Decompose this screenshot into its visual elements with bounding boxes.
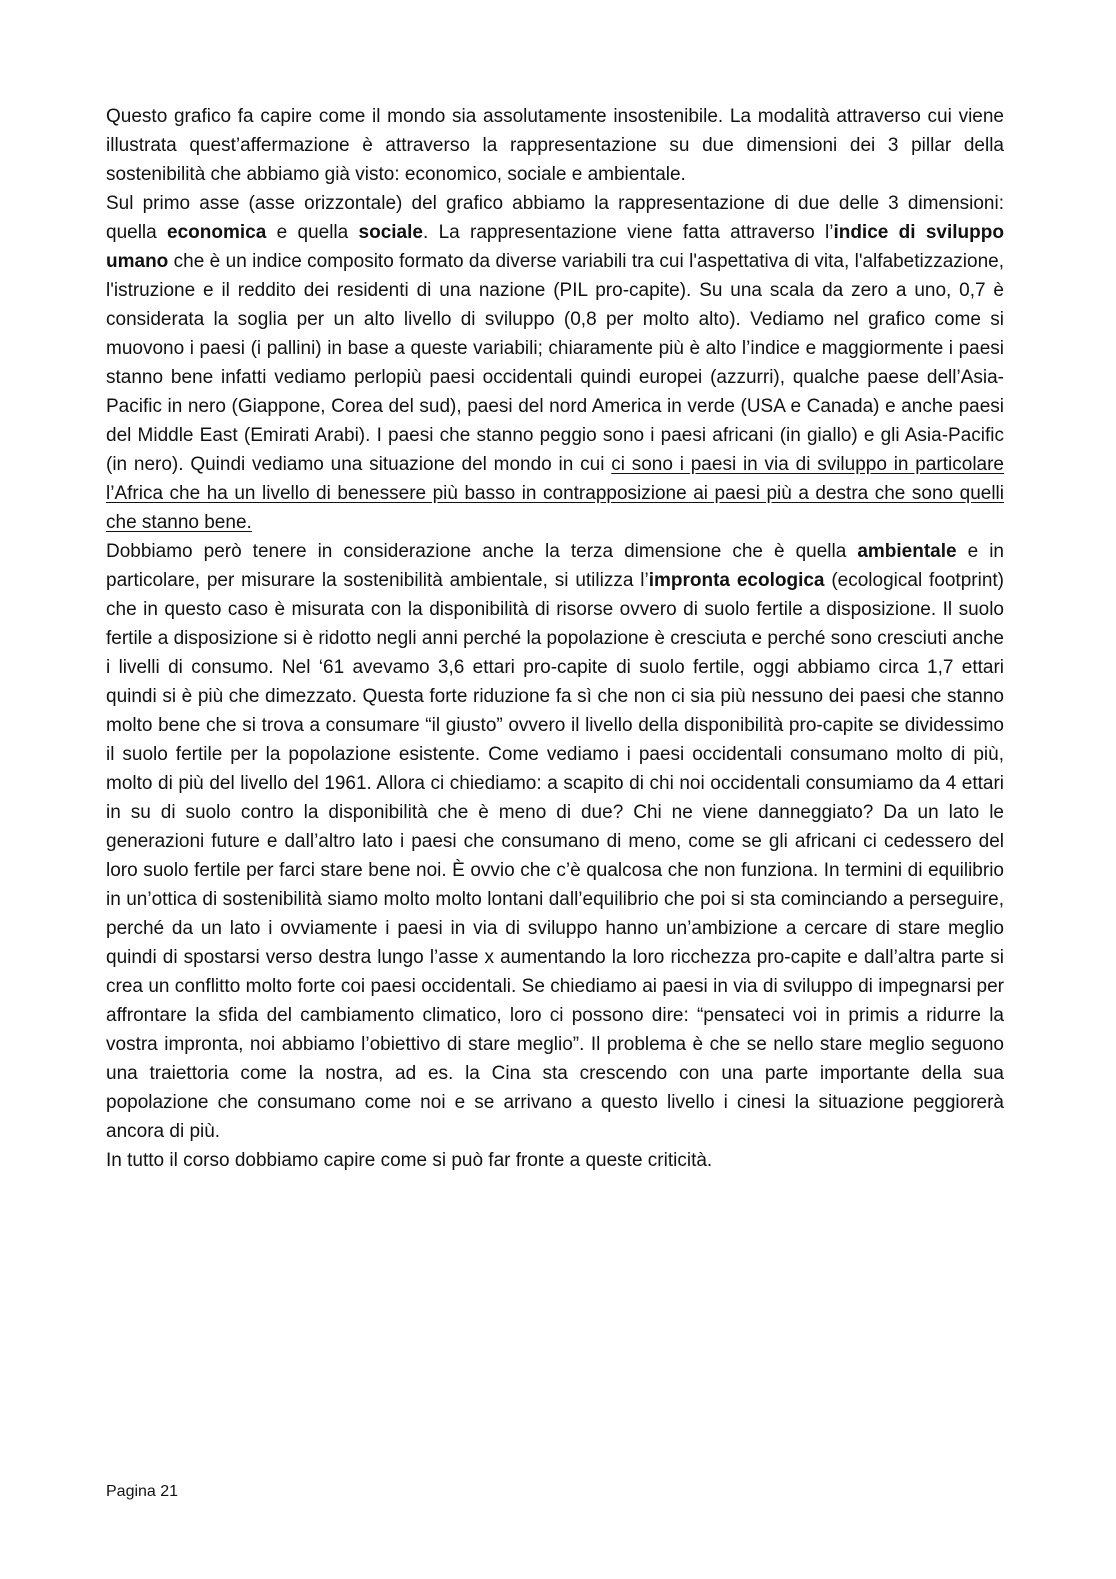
paragraph-3-text-3: (ecological footprint) che in questo caso è misurata con la disponibilità di risorse ovvero di suolo fertile a disposizione. Il suolo fertile a disposizione si è ridotto negli anni perché la popolazione è cresciuta e perché sono cresciuti anche i livelli di consumo. Nel ‘61 avevamo 3,6 ettari pro-capite di suolo fertile, oggi abbiamo circa 1,7 ettari quindi si è più che dimezzato. Questa forte riduzione fa sì che non ci sia più nessuno dei paesi che stanno molto bene che si trova a consumare “il giusto” ovvero il livello della disponibilità pro-capite se dividessimo il suolo fertile per la popolazione esistente. Come vediamo i paesi occidentali consumano molto di più, molto di più del livello del 1961. Allora ci chiediamo: a scapito di chi noi occidentali consumiamo da 4 ettari in su di suolo contro la disponibilità che è meno di due? Chi ne viene danneggiato? Da un lato le generazioni future e dall’altro lato i paesi che consumano di meno, come se gli africani ci cedessero del loro suolo fertile per farci stare bene noi. È ovvio che c’è qualcosa che non funziona. In termini di equilibrio in un’ottica di sostenibilità siamo molto molto lontani dall’equilibrio che poi si sta cominciando a perseguire, perché da un lato i ovviamente i paesi in via di sviluppo hanno un’ambizione a cercare di stare meglio quindi di spostarsi verso destra lungo l’asse x aumentando la loro ricchezza pro-capite e dall’altra parte si crea un conflitto molto forte coi paesi occidentali. Se chiediamo ai paesi in via di sviluppo di impegnarsi per affrontare la sfida del cambiamento climatico, loro ci possono dire: “pensateci voi in primis a ridurre la vostra impronta, noi abbiamo l’obiettivo di stare meglio”. Il problema è che se nello stare meglio seguono una traiettoria come la nostra, ad es. la Cina sta crescendo con una parte importante della sua popolazione che consumano come noi e se arrivano a questo livello i cinesi la situazione peggiorerà ancora di più.: [106, 570, 1004, 1142]
bold-impronta-ecologica: impronta ecologica: [648, 570, 825, 591]
paragraph-3: [106, 537, 1004, 1146]
bold-indice-sviluppo-umano: indice di sviluppo umano: [106, 222, 1004, 272]
paragraph-1: Questo grafico fa capire come il mondo sia assolutamente insostenibile. La modalità attraverso cui viene illustrata quest’affermazione è attraverso la rappresentazione su due dimensioni dei 3 pillar della sostenibilità che abbiamo già visto: economico, sociale e ambientale.: [106, 106, 1004, 185]
paragraph-2: [106, 189, 1004, 537]
paragraph-2-text-3: . La rappresentazione viene fatta attraverso l’: [422, 222, 834, 243]
document-body: [106, 102, 1004, 1175]
bold-sociale: sociale: [358, 222, 423, 243]
paragraph-3-text-2: e in particolare, per misurare la sostenibilità ambientale, si utilizza l’: [106, 541, 1004, 591]
underlined-sentence: ci sono i paesi in via di sviluppo in particolare l’Africa che ha un livello di benessere più basso in contrapposizione ai paesi più a destra che sono quelli che stanno bene.: [106, 454, 1004, 533]
page-number: Pagina 21: [106, 1483, 179, 1500]
paragraph-4: In tutto il corso dobbiamo capire come si può far fronte a queste criticità.: [106, 1150, 713, 1171]
bold-economica: economica: [167, 222, 267, 243]
paragraph-2-text-1: Sul primo asse (asse orizzontale) del grafico abbiamo la rappresentazione di due delle 3 dimensioni: quella: [106, 193, 1004, 243]
bold-ambientale: ambientale: [857, 541, 957, 562]
paragraph-2-text-2: e quella: [266, 222, 359, 243]
paragraph-2-text-4: che è un indice composito formato da diverse variabili tra cui l'aspettativa di vita, l'alfabetizzazione, l'istruzione e il reddito dei residenti di una nazione (PIL pro-capite). Su una scala da zero a uno, 0,7 è considerata la soglia per un alto livello di sviluppo (0,8 per molto alto). Vediamo nel grafico come si muovono i paesi (i pallini) in base a queste variabili; chiaramente più è alto l’indice e maggiormente i paesi stanno bene infatti vediamo perlopiù paesi occidentali quindi europei (azzurri), qualche paese dell’Asia-Pacific in nero (Giappone, Corea del sud), paesi del nord America in verde (USA e Canada) e anche paesi del Middle East (Emirati Arabi). I paesi che stanno peggio sono i paesi africani (in giallo) e gli Asia-Pacific (in nero). Quindi vediamo una situazione del mondo in cui: [106, 251, 1004, 475]
paragraph-3-text-1: Dobbiamo però tenere in considerazione anche la terza dimensione che è quella: [106, 541, 858, 562]
